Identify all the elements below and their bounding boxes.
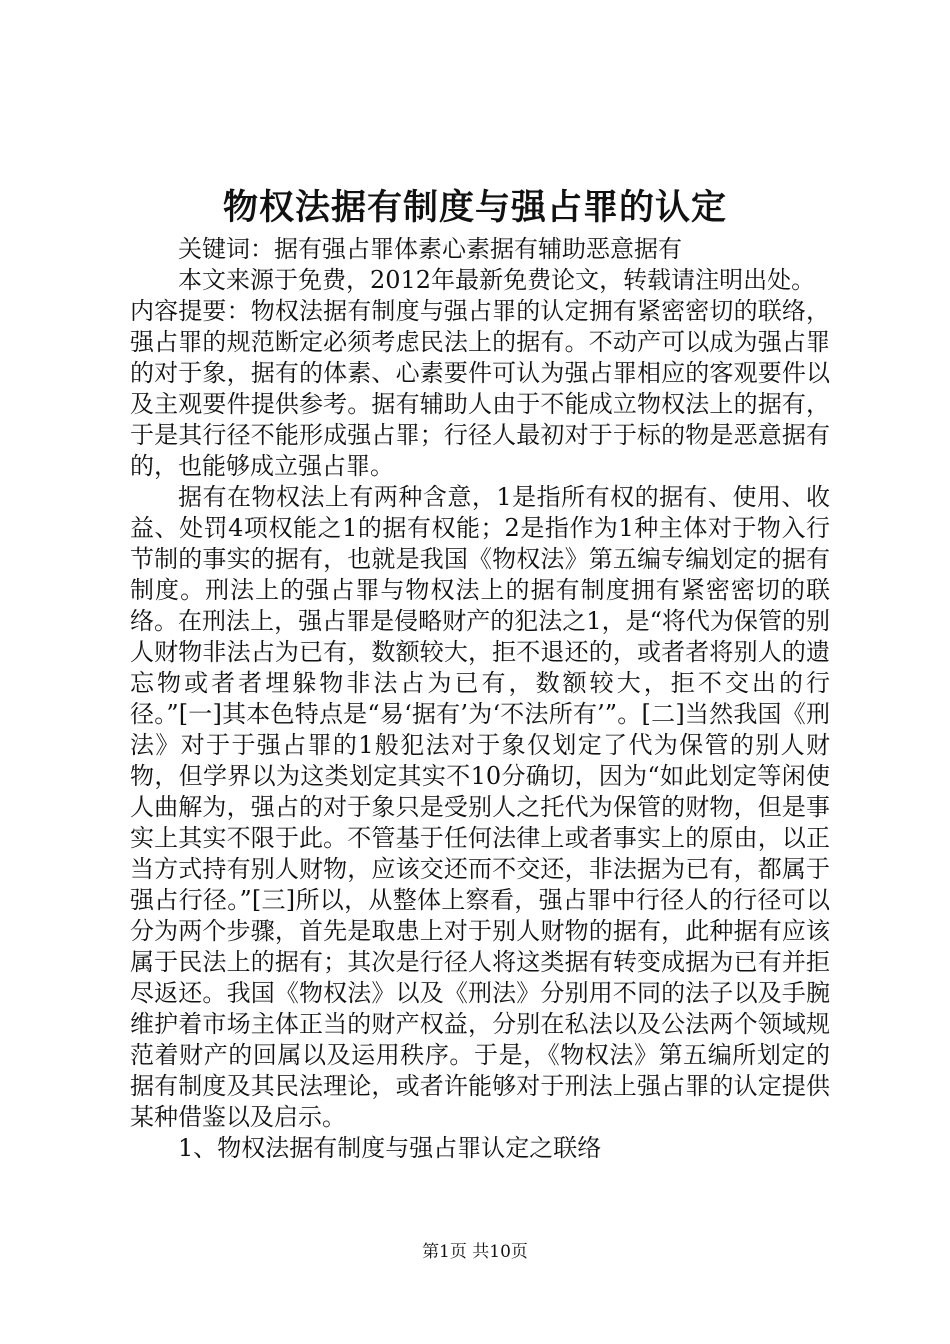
abstract-paragraph: 内容提要：物权法据有制度与强占罪的认定拥有紧密密切的联络，强占罪的规范断定必须考虑民法上的据有。不动产可以成为强占罪的对于象，据有的体素、心素要件可认为强占罪相应的客观要件以及主观要件提供参考。据有辅助人由于不能成立物权法上的据有，于是其行径不能形成强占罪；行径人最初对于于标的物是恶意据有的，也能够成立强占罪。 — [130, 297, 830, 480]
document-body — [130, 234, 830, 1164]
section-heading: 1、物权法据有制度与强占罪认定之联络 — [178, 1134, 602, 1162]
source-note: 本文来源于免费，2012年最新免费论文，转载请注明出处。 — [178, 266, 816, 294]
body-paragraph-1: 据有在物权法上有两种含意，1是指所有权的据有、使用、收益、处罚4项权能之1的据有权能；2是指作为1种主体对于物入行节制的事实的据有，也就是我国《物权法》第五编专编划定的据有制度。刑法上的强占罪与物权法上的据有制度拥有紧密密切的联络。在刑法上，强占罪是侵略财产的犯法之1，是“将代为保管的别人财物非法占为已有，数额较大，拒不退还的，或者者将别人的遗忘物或者者埋躲物非法占为已有，数额较大，拒不交出的行径。”[一]其本色特点是“易‘据有’为‘不法所有’”。[二]当然我国《刑法》对于于强占罪的1般犯法对于象仅划定了代为保管的别人财物，但学界以为这类划定其实不10分确切，因为“如此划定等闲使人曲解为，强占的对于象只是受别人之托代为保管的财物，但是事实上其实不限于此。不管基于任何法律上或者事实上的原由，以正当方式持有别人财物，应该交还而不交还，非法据为已有，都属于强占行径。”[三]所以，从整体上察看，强占罪中行径人的行径可以分为两个步骤，首先是取患上对于别人财物的据有，此种据有应该属于民法上的据有；其次是行径人将这类据有转变成据为已有并拒尽返还。我国《物权法》以及《刑法》分别用不同的法子以及手腕维护着市场主体正当的财产权益，分别在私法以及公法两个领域规范着财产的回属以及运用秩序。于是，《物权法》第五编所划定的据有制度及其民法理论，或者许能够对于刑法上强占罪的认定提供某种借鉴以及启示。 — [130, 483, 830, 1131]
document-title: 物权法据有制度与强占罪的认定 — [222, 187, 727, 228]
keywords-line: 关键词：据有强占罪体素心素据有辅助恶意据有 — [178, 235, 682, 263]
page-footer: 第1页 共10页 — [422, 1242, 528, 1262]
